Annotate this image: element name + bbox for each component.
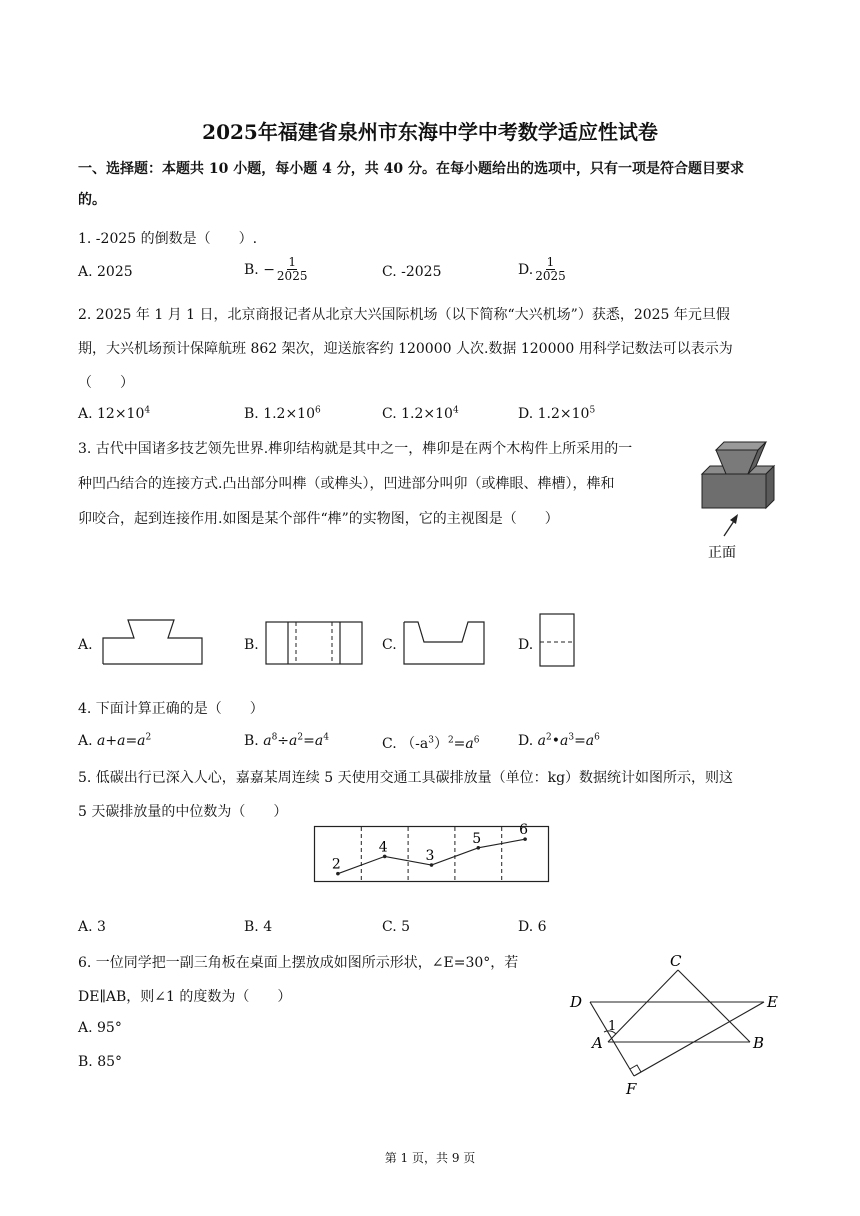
section-header-line1: 一、选择题：本题共 10 小题，每小题 4 分，共 40 分。在每小题给出的选项中，只有一项是符合题目要求 [78,161,744,177]
q1-option-b-denominator: 2025 [276,269,308,284]
q2-option-d [518,406,595,422]
q3-option-b: B. [244,637,259,653]
q3-option-c-shape [404,622,484,664]
q3-option-a-figure [98,618,208,668]
q4-option-b-exp3: 4 [323,732,329,743]
q6-option-a: A. 95° [78,1020,122,1036]
q3-tenon-figure [698,436,778,566]
q3-base-front [702,474,766,508]
q4-option-b-exp1: 8 [271,732,278,743]
q3-option-c: C. [382,637,397,653]
q4-option-b-result: =a [303,733,324,749]
q3-option-c-figure [402,620,490,668]
q4-option-a [78,733,151,749]
q4-option-a-exp: 2 [145,732,152,743]
q4-option-d-base1: a [537,733,546,749]
q5-carbon-chart [314,822,550,884]
q1-option-d-denominator: 2025 [535,269,566,284]
q2-line3: （ ） [78,375,134,391]
q5-line2: 5 天碳排放量的中位数为（ ） [78,804,288,820]
q3-option-b-rect [266,622,362,664]
q6-label-c: C [670,952,682,970]
q2-option-a-exp: 4 [144,405,151,416]
q4-option-b [244,733,329,749]
section-header-line2: 的。 [78,192,106,208]
q6-label-a: A [592,1034,603,1052]
q6-line-ac [608,970,678,1042]
q1-option-d [518,256,566,283]
q3-line1: 3. 古代中国诸多技艺领先世界.榫卯结构就是其中之一，榫卯是在两个木构件上所采用的一 [78,441,633,457]
q4-option-c-result: =a [453,736,474,752]
q1-option-b [244,256,307,283]
q4-option-d [518,733,600,749]
q4-option-d-label: D. [518,733,538,749]
q2-option-c-base: C. 1.2×10 [382,406,453,422]
q2-option-d-exp: 5 [589,405,596,416]
q5-data-label: 4 [378,839,388,856]
q3-option-d-figure [538,612,578,670]
q1-option-a: A. 2025 [78,264,133,280]
q1-option-d-numerator: 1 [546,255,555,269]
q5-option-c: C. 5 [382,919,411,935]
q6-line-cb [678,970,750,1042]
q6-line1: 6. 一位同学把一副三角板在桌面上摆放成如图所示形状，∠E=30°，若 [78,955,519,971]
q5-data-label: 2 [331,856,341,873]
q5-option-a: A. 3 [78,919,106,935]
q1-option-d-fraction [535,256,566,283]
q2-line2: 期，大兴机场预计保障航班 862 架次，迎送旅客约 120000 人次.数据 120000 用科学记数法可以表示为 [78,341,733,357]
q2-option-c [382,406,459,422]
q4-option-c-exp3: 6 [473,735,480,746]
q4-option-d-exp2: 3 [568,732,575,743]
q6-label-b: B [753,1034,765,1052]
q3-line2: 种凹凸结合的连接方式.凸出部分叫榫（或榫头），凹进部分叫卯（或榫眼、榫槽），榫和 [78,476,615,492]
q1-option-d-prefix: D. [518,261,534,278]
q6-label-d: D [570,993,583,1011]
q2-option-b-base: B. 1.2×10 [244,406,315,422]
q4-option-c-base: C. （-a [382,736,429,752]
q2-option-c-exp: 4 [452,405,459,416]
q6-line2: DE∥AB，则∠1 的度数为（ ） [78,989,292,1005]
q3-line3: 卯咬合，起到连接作用.如图是某个部件“榫”的实物图，它的主视图是（ ） [78,511,559,527]
q1-option-b-numerator: 1 [288,255,297,269]
q2-option-d-base: D. 1.2×10 [518,406,590,422]
q4-option-d-exp1: 2 [546,732,552,743]
q4-option-b-base2: a [289,733,298,749]
q5-data-label: 5 [472,830,482,847]
q4-option-a-expr: a+a=a [97,733,146,749]
q4-option-c [382,733,479,753]
q1-stem: 1. -2025 的倒数是（ ）. [78,231,258,247]
q3-figure-label: 正面 [708,545,736,561]
q4-option-b-label: B. [244,733,264,749]
q3-option-d: D. [518,637,534,653]
q4-option-d-result: =a [574,733,595,749]
q2-option-b [244,406,321,422]
q5-data-label: 6 [519,822,529,839]
q2-option-a-base: A. 12×10 [78,406,145,422]
q3-base-side [766,466,774,508]
q5-line1: 5. 低碳出行已深入人心，嘉嘉某周连续 5 天使用交通工具碳排放量（单位：kg）数据统计如图所示，则这 [78,770,734,786]
q2-option-b-exp: 6 [315,405,321,416]
q4-option-b-exp2: 2 [297,732,304,743]
q1-option-b-prefix: B. − [244,261,275,278]
q2-option-a [78,406,150,422]
q1-option-b-fraction [277,256,308,283]
q5-option-d: D. 6 [518,919,547,935]
q4-option-c-paren: ） [433,736,448,752]
q3-option-a-shape [103,620,202,664]
q3-arrowhead-icon [730,514,738,524]
q3-option-d-rect [540,614,574,666]
q4-option-d-base2: •a [551,733,569,749]
q5-data-label: 3 [425,848,435,865]
q6-label-e: E [767,993,778,1011]
q3-option-a: A. [78,637,93,653]
q4-option-b-base1: a [263,733,272,749]
q4-option-d-exp3: 6 [594,732,600,743]
page-footer: 第 1 页，共 9 页 [384,1151,476,1165]
q6-label-angle1: 1 [608,1019,617,1034]
q2-line1: 2. 2025 年 1 月 1 日，北京商报记者从北京大兴国际机场（以下简称“大兴机场”）获悉，2025 年元旦假 [78,307,730,323]
q1-option-c: C. -2025 [382,264,442,280]
q4-option-b-div: ÷ [277,733,290,749]
q4-stem: 4. 下面计算正确的是（ ） [78,701,264,717]
q6-label-f: F [626,1080,637,1098]
q5-option-b: B. 4 [244,919,273,935]
q6-option-b: B. 85° [78,1054,123,1070]
q6-right-angle-mark [630,1065,641,1072]
q4-option-c-exp1: 3 [428,735,434,746]
q4-option-c-exp2: 2 [447,735,454,746]
q6-triangle-figure [560,948,790,1100]
q4-option-a-label: A. [78,733,98,749]
q6-line-ef [634,1002,764,1076]
page-title: 2025年福建省泉州市东海中学中考数学适应性试卷 [202,120,658,144]
q3-option-b-figure [264,620,366,668]
